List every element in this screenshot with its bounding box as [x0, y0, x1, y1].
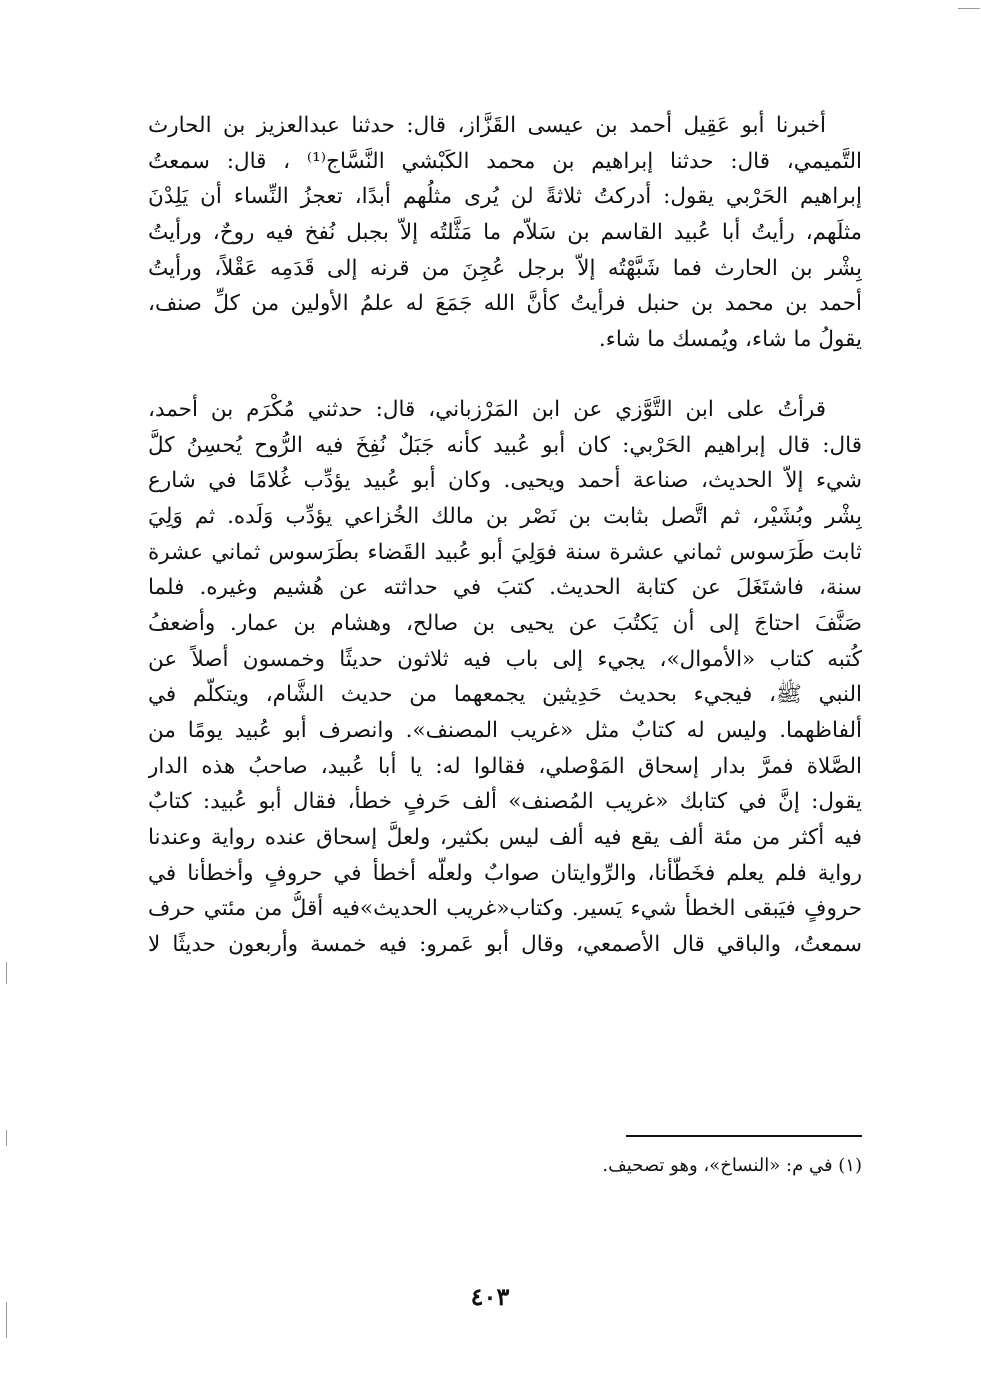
text-line: الصَّلاة فمرَّ بدار إسحاق المَوْصلي، فقالوا له: يا أبا عُبيد، صاحبُ هذه الدار [148, 753, 862, 779]
text-line: أخبرنا أبو عَقِيل أحمد بن عيسى القَزَّاز، قال: حدثنا عبدالعزيز بن الحارث [148, 113, 826, 138]
scan-margin-mark [6, 962, 7, 984]
text-line: قال: قال إبراهيم الحَرْبي: كان أبو عُبيد كأنه جَبَلٌ نُفِخَ فيه الرُّوح يُحسِنُ كلَّ [148, 432, 862, 458]
text-line: سمعتُ، والباقي قال الأصمعي، وقال أبو عَمرو: فيه خمسة وأربعون حديثًا لا [148, 932, 862, 958]
scan-edge-mark [958, 8, 980, 9]
text-line: بِشْر بن الحارث فما شَبَّهْتُه إلاّ برجل عُجِنَ من قرنه إلى قَدَمِه عَقْلاً، ورأيتُ [148, 255, 862, 281]
text-line: النبي ﷺ، فيجيء بحديث حَدِيثين يجمعهما من حديث الشَّام، ويتكلَّم في [148, 682, 862, 708]
text-line: ألفاظهما. وليس له كتابٌ مثل «غريب المصنف». وانصرف أبو عُبيد يومًا من [148, 718, 862, 743]
text-line: صَنَّفَ احتاجَ إلى أن يَكتُبَ عن يحيى بن صالح، وهشام بن عمار. وأضعفُ [148, 610, 862, 636]
text-line: كُتبه كتاب «الأموال»، يجيء إلى باب فيه ثلاثون حديثًا وخمسون أصلاً عن [148, 646, 862, 672]
text-line: بِشْر وبُشَيْر، ثم اتَّصل بثابت بن نَصْر بن مالك الخُزاعي يؤدِّب وَلَده. ثم وَلِيَ [148, 503, 862, 529]
text-line: ثابت طَرَسوس ثماني عشرة سنة فوَلِيَ أبو عُبيد القَضاء بطَرَسوس ثماني عشرة [148, 539, 862, 565]
paragraph-gap [148, 358, 862, 392]
paragraph-2 [148, 392, 862, 963]
scan-margin-mark [6, 1302, 7, 1338]
text-line: قرأتُ على ابن التَّوَّزي عن ابن المَرْزباني، قال: حدثني مُكْرَم بن أحمد، [148, 396, 826, 422]
text-line: إبراهيم الحَرْبي يقول: أدركتُ ثلاثةً لن يُرى مثلُهم أبدًا، تعجزُ النِّساء أن يَلِدْنَ [148, 184, 862, 210]
main-text [148, 108, 862, 963]
footnote-divider [626, 1135, 862, 1137]
text-line: سنة، فاشتَغَلَ عن كتابة الحديث. كتبَ في حداثته عن هُشيم وغيره. فلما [148, 575, 862, 601]
paragraph-1 [148, 108, 862, 358]
text-line: شيء إلاّ الحديث، صناعة أحمد ويحيى. وكان أبو عُبيد يؤدِّب غُلامًا في شارع [148, 468, 862, 494]
text-line: يقولُ ما شاء، ويُمسك ما شاء. [598, 327, 862, 353]
text-line: أحمد بن محمد بن حنبل فرأيتُ كأنَّ الله جَمَعَ له علمُ الأولين من كلِّ صنف، [148, 291, 862, 317]
scan-margin-mark [6, 1130, 7, 1146]
page-number: ٤٠٣ [470, 1282, 510, 1311]
text-line: رواية فلم يعلم فخَطَّأنا، والرِّوايتان صوابٌ ولعلَّه أخطأ في حروفٍ وأخطأنا في [148, 860, 862, 886]
footnote: (١) في م: «النساخ»، وهو تصحيف. [602, 1155, 862, 1176]
text-line: يقول: إنَّ في كتابك «غريب المُصنف» ألف حَرفٍ خطأ، فقال أبو عُبيد: كتابٌ [148, 789, 862, 815]
text-line: حروفٍ فيَبقى الخطأ شيء يَسير. وكتاب«غريب الحديث»فيه أقلُّ من مئتي حرف [148, 896, 862, 922]
text-line: فيه أكثر من مئة ألف يقع فيه ألف ليس بكثير، ولعلَّ إسحاق عنده رواية وعندنا [148, 825, 862, 851]
text-line: مثلَهم، رأيتُ أبا عُبيد القاسم بن سَلاّم ما مَثَّلتُه إلاّ بجبل نُفخ فيه روحٌ، ورأيتُ [148, 220, 862, 246]
text-line: التَّميمي، قال: حدثنا إبراهيم بن محمد الكَبْشي النَّسَّاج⁽¹⁾ ، قال: سمعتُ [148, 148, 862, 174]
